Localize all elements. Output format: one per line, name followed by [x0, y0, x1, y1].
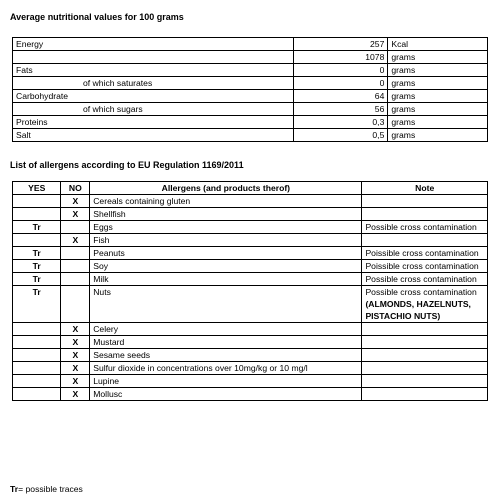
allergen-note — [362, 349, 488, 362]
allergen-name: Fish — [90, 234, 362, 247]
allergen-yes-mark — [13, 362, 61, 375]
allergen-row — [13, 362, 488, 375]
nutrition-row — [13, 77, 488, 90]
allergen-note — [362, 260, 488, 273]
allergen-note — [362, 336, 488, 349]
nutrient-unit: grams — [388, 103, 488, 116]
nutrient-unit: grams — [388, 64, 488, 77]
nutrient-value: 1078 — [293, 51, 388, 64]
allergen-yes-mark: Tr — [13, 286, 61, 323]
allergen-note — [362, 286, 488, 323]
allergen-note — [362, 362, 488, 375]
allergen-name: Eggs — [90, 221, 362, 234]
allergen-yes-mark: Tr — [13, 260, 61, 273]
allergen-yes-mark: Tr — [13, 221, 61, 234]
nutrient-label — [13, 51, 294, 64]
nutrient-value: 0,3 — [293, 116, 388, 129]
nutrient-unit: grams — [388, 90, 488, 103]
allergen-note-text: Poissible cross contamination — [365, 248, 479, 258]
nutrition-row — [13, 103, 488, 116]
nutrient-unit: grams — [388, 116, 488, 129]
nutrition-row — [13, 90, 488, 103]
allergen-row — [13, 260, 488, 273]
header-note: Note — [362, 182, 488, 195]
allergen-row — [13, 349, 488, 362]
allergen-note-text: Possible cross contamination — [365, 287, 477, 297]
allergen-no-mark — [61, 273, 90, 286]
nutrition-row — [13, 38, 488, 51]
nutrient-label: Proteins — [13, 116, 294, 129]
allergen-table-header — [13, 182, 488, 195]
nutrition-heading: Average nutritional values for 100 grams — [10, 12, 184, 22]
allergen-note-detail: (ALMONDS, HAZELNUTS, PISTACHIO NUTS) — [365, 299, 471, 321]
nutrient-label: of which saturates — [13, 77, 294, 90]
allergen-name: Sesame seeds — [90, 349, 362, 362]
nutrient-value: 56 — [293, 103, 388, 116]
nutrient-label: Carbohydrate — [13, 90, 294, 103]
allergen-name: Mollusc — [90, 388, 362, 401]
nutrient-value: 0 — [293, 77, 388, 90]
allergen-no-mark: X — [61, 323, 90, 336]
nutrition-row — [13, 51, 488, 64]
footnote-text: = possible traces — [18, 484, 83, 494]
nutrition-table-body — [13, 38, 488, 142]
allergen-note-text: Possible cross contamination — [365, 222, 477, 232]
allergen-note-text: Poissible cross contamination — [365, 261, 479, 271]
allergen-name: Soy — [90, 260, 362, 273]
nutrient-label: Salt — [13, 129, 294, 142]
allergen-note — [362, 234, 488, 247]
allergen-no-mark: X — [61, 336, 90, 349]
allergen-row — [13, 195, 488, 208]
allergen-note-text: Possible cross contamination — [365, 274, 477, 284]
nutrition-row — [13, 116, 488, 129]
allergen-row — [13, 208, 488, 221]
allergen-yes-mark — [13, 208, 61, 221]
allergen-row — [13, 273, 488, 286]
nutrient-unit: Kcal — [388, 38, 488, 51]
allergen-no-mark: X — [61, 234, 90, 247]
allergen-note — [362, 388, 488, 401]
allergen-yes-mark — [13, 323, 61, 336]
allergen-no-mark: X — [61, 388, 90, 401]
allergen-note — [362, 323, 488, 336]
allergen-row — [13, 336, 488, 349]
allergen-note — [362, 247, 488, 260]
allergen-no-mark: X — [61, 195, 90, 208]
allergen-name: Mustard — [90, 336, 362, 349]
allergen-name: Cereals containing gluten — [90, 195, 362, 208]
allergen-yes-mark: Tr — [13, 247, 61, 260]
allergen-name: Milk — [90, 273, 362, 286]
nutrient-value: 257 — [293, 38, 388, 51]
allergen-row — [13, 286, 488, 323]
allergen-no-mark: X — [61, 375, 90, 388]
nutrient-value: 64 — [293, 90, 388, 103]
allergen-name: Peanuts — [90, 247, 362, 260]
allergen-header-row — [13, 182, 488, 195]
allergen-yes-mark — [13, 375, 61, 388]
allergen-note — [362, 208, 488, 221]
allergen-row — [13, 388, 488, 401]
footnote-abbr: Tr — [10, 484, 19, 494]
allergen-yes-mark — [13, 388, 61, 401]
allergen-row — [13, 247, 488, 260]
allergen-note — [362, 195, 488, 208]
allergen-row — [13, 234, 488, 247]
allergen-heading: List of allergens according to EU Regulation 1169/2011 — [10, 160, 244, 170]
header-allergen: Allergens (and products therof) — [90, 182, 362, 195]
allergen-row — [13, 221, 488, 234]
allergen-yes-mark — [13, 349, 61, 362]
footnote — [10, 484, 83, 494]
nutrient-unit: grams — [388, 129, 488, 142]
allergen-no-mark — [61, 286, 90, 323]
allergen-note — [362, 375, 488, 388]
allergen-no-mark — [61, 247, 90, 260]
nutrition-row — [13, 129, 488, 142]
allergen-note — [362, 273, 488, 286]
allergen-table-body — [13, 195, 488, 401]
nutrition-table — [12, 37, 488, 142]
allergen-no-mark: X — [61, 208, 90, 221]
allergen-name: Lupine — [90, 375, 362, 388]
nutrient-value: 0 — [293, 64, 388, 77]
allergen-yes-mark: Tr — [13, 273, 61, 286]
allergen-name: Shellfish — [90, 208, 362, 221]
allergen-no-mark — [61, 221, 90, 234]
allergen-no-mark: X — [61, 362, 90, 375]
nutrition-row — [13, 64, 488, 77]
allergen-no-mark — [61, 260, 90, 273]
allergen-name: Sulfur dioxide in concentrations over 10mg/kg or 10 mg/l — [90, 362, 362, 375]
nutrient-label: Fats — [13, 64, 294, 77]
allergen-yes-mark — [13, 195, 61, 208]
allergen-yes-mark — [13, 234, 61, 247]
nutrient-label: Energy — [13, 38, 294, 51]
nutrient-label: of which sugars — [13, 103, 294, 116]
allergen-no-mark: X — [61, 349, 90, 362]
allergen-table — [12, 181, 488, 401]
header-no: NO — [61, 182, 90, 195]
allergen-row — [13, 375, 488, 388]
nutrient-unit: grams — [388, 77, 488, 90]
allergen-name: Celery — [90, 323, 362, 336]
nutrient-value: 0,5 — [293, 129, 388, 142]
allergen-row — [13, 323, 488, 336]
allergen-name: Nuts — [90, 286, 362, 323]
allergen-yes-mark — [13, 336, 61, 349]
header-yes: YES — [13, 182, 61, 195]
nutrient-unit: grams — [388, 51, 488, 64]
allergen-note — [362, 221, 488, 234]
